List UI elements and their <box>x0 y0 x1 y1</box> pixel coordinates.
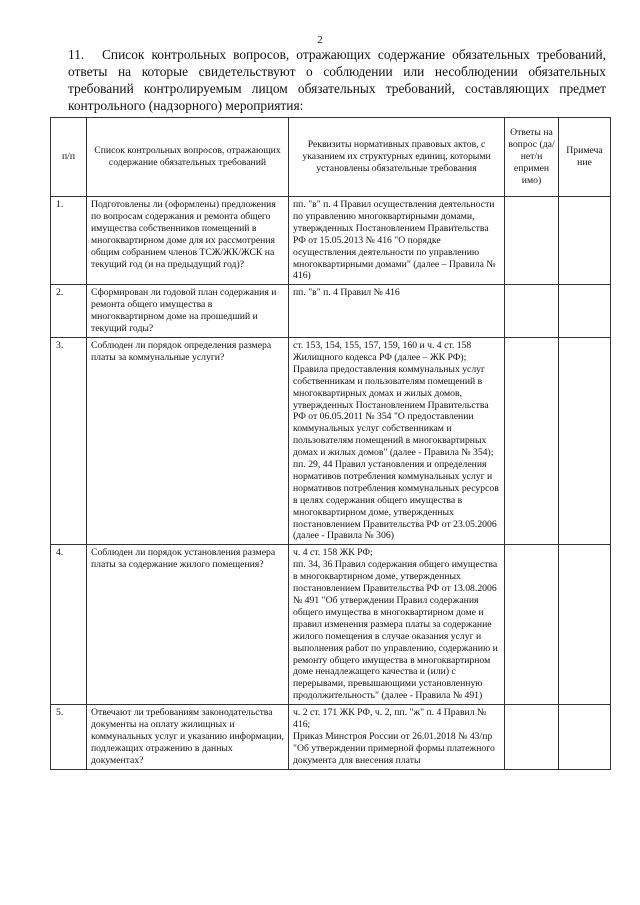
table-header-row <box>51 118 611 197</box>
table-row <box>51 285 611 338</box>
row-requisites: пп. "в" п. 4 Правил № 416 <box>289 285 505 338</box>
table-row <box>51 705 611 770</box>
row-number: 5. <box>51 705 87 770</box>
row-number: 4. <box>51 545 87 705</box>
row-answer-cell[interactable] <box>505 285 559 338</box>
header-answers: Ответы на вопрос (да/нет/н епримен имо) <box>505 118 559 197</box>
row-question: Отвечают ли требованиям законодательства документы на оплату жилищных и коммунальных услуг и указанию информации, подлежащих отражению в данных документах? <box>87 705 289 770</box>
row-note-cell[interactable] <box>559 337 611 544</box>
row-note-cell[interactable] <box>559 197 611 285</box>
header-notes: Примеча ние <box>559 118 611 197</box>
row-answer-cell[interactable] <box>505 545 559 705</box>
section-number: 11. <box>68 47 85 62</box>
checklist-table <box>50 117 611 770</box>
row-question: Подготовлены ли (оформлены) предложения по вопросам содержания и ремонта общего имущества собственников помещений в многоквартирном доме для их рассмотрения общим собранием членов ТСЖ/ЖК/ЖСК на текущий год (и на предыдущий год)? <box>87 197 289 285</box>
section-heading <box>68 46 606 114</box>
row-requisites: ч. 2 ст. 171 ЖК РФ, ч. 2, пп. "ж" п. 4 Правил № 416; Приказ Минстроя России от 26.01.2018 № 43/пр "Об утверждении примерной формы платежного документа для внесения платы <box>289 705 505 770</box>
row-question: Соблюден ли порядок установления размера платы за содержание жилого помещения? <box>87 545 289 705</box>
table-row <box>51 337 611 544</box>
row-number: 3. <box>51 337 87 544</box>
row-note-cell[interactable] <box>559 705 611 770</box>
header-num: п/п <box>51 118 87 197</box>
row-note-cell[interactable] <box>559 285 611 338</box>
row-answer-cell[interactable] <box>505 337 559 544</box>
table-row <box>51 545 611 705</box>
row-answer-cell[interactable] <box>505 197 559 285</box>
row-note-cell[interactable] <box>559 545 611 705</box>
row-requisites: ст. 153, 154, 155, 157, 159, 160 и ч. 4 ст. 158 Жилищного кодекса РФ (далее – ЖК РФ); Правила предоставления коммунальных услуг собственникам и пользователям помещений в многоквартирных домах и жилых домов, утвержденных Постановлением Правительства РФ от 06.05.2011 № 354 "О предоставлении коммунальных услуг собственникам и пользователям помещений в многоквартирных домах и жилых домов" (далее - Правила № 354); пп. 29, 44 Правил установления и определения нормативов потребления коммунальных услуг и нормативов потребления коммунальных ресурсов в целях содержания общего имущества в многоквартирном доме, утвержденных постановлением Правительства РФ от 23.05.2006 (далее - Правила № 306) <box>289 337 505 544</box>
row-requisites: пп. "в" п. 4 Правил осуществления деятельности по управлению многоквартирными домами, утвержденных Постановлением Правительства РФ от 15.05.2013 № 416 "О порядке осуществления деятельности по управлению многоквартирными домами" (далее – Правила № 416) <box>289 197 505 285</box>
row-number: 2. <box>51 285 87 338</box>
header-questions: Список контрольных вопросов, отражающих содержание обязательных требований <box>87 118 289 197</box>
header-requisites: Реквизиты нормативных правовых актов, с указанием их структурных единиц, которыми установлены обязательные требования <box>289 118 505 197</box>
row-number: 1. <box>51 197 87 285</box>
page-number: 2 <box>317 34 323 46</box>
table-row <box>51 197 611 285</box>
row-requisites: ч. 4 ст. 158 ЖК РФ; пп. 34, 36 Правил содержания общего имущества в многоквартирном доме, утвержденных постановлением Правительства РФ от 13.08.2006 № 491 "Об утверждении Правил содержания общего имущества в многоквартирном доме и правил изменения размера платы за содержание жилого помещения в случае оказания услуг и выполнения работ по управлению, содержанию и ремонту общего имущества в многоквартирном доме ненадлежащего качества и (или) с перерывами, превышающими установленную продолжительность" (далее - Правила № 491) <box>289 545 505 705</box>
section-heading-text: Список контрольных вопросов, отражающих содержание обязательных требований, ответы на которые свидетельствуют о соблюдении или несоблюдении обязательных требований контролируемым лицом обязательных требований, составляющих предмет контрольного (надзорного) мероприятия: <box>68 47 606 113</box>
row-answer-cell[interactable] <box>505 705 559 770</box>
row-question: Соблюден ли порядок определения размера платы за коммунальные услуги? <box>87 337 289 544</box>
row-question: Сформирован ли годовой план содержания и ремонта общего имущества в многоквартирном доме на прошедший и текущий годы? <box>87 285 289 338</box>
